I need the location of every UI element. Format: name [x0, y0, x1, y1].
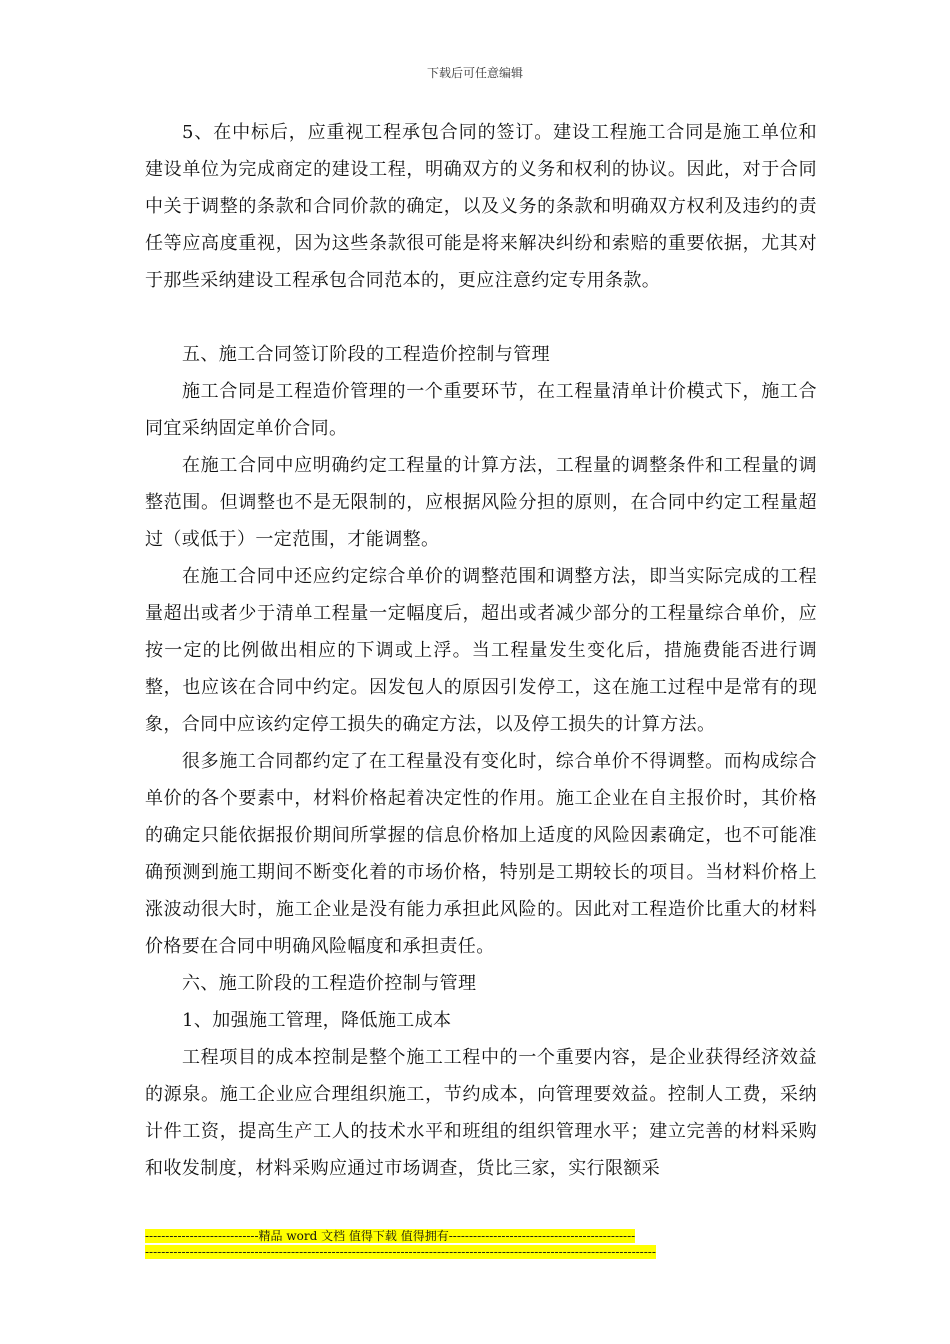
paragraph: 工程项目的成本控制是整个施工工程中的一个重要内容，是企业获得经济效益的源泉。施工企业应合理组织施工，节约成本，向管理要效益。控制人工费，采纳计件工资，提高生产工人的技术水平和班组的组织管理水平；建立完善的材料采购和收发制度，材料采购应通过市场调查，货比三家，实行限额采 [145, 1047, 817, 1179]
section-heading-6: 六、施工阶段的工程造价控制与管理 [182, 973, 477, 994]
paragraph: 施工合同是工程造价管理的一个重要环节，在工程量清单计价模式下，施工合同宜采纳固定单价合同。 [145, 381, 817, 439]
document-body [145, 114, 817, 1187]
page-header: 下载后可任意编辑 [426, 66, 523, 80]
section-heading-5: 五、施工合同签订阶段的工程造价控制与管理 [182, 344, 550, 365]
paragraph: 在施工合同中应明确约定工程量的计算方法，工程量的调整条件和工程量的调整范围。但调整也不是无限制的，应根据风险分担的原则，在合同中约定工程量超过（或低于）一定范围，才能调整。 [145, 455, 817, 550]
footer-banner-line: ----------------------------精品 word 文档 值得下载 值得拥有---------------------------------------------- [145, 1229, 636, 1243]
paragraph-contract-signing: 5、在中标后，应重视工程承包合同的签订。建设工程施工合同是施工单位和建设单位为完成商定的建设工程，明确双方的义务和权利的协议。因此，对于合同中关于调整的条款和合同价款的确定，以及义务的条款和明确双方权利及违约的责任等应高度重视，因为这些条款很可能是将来解决纠纷和索赔的重要依据，尤其对于那些采纳建设工程承包合同范本的，更应注意约定专用条款。 [145, 122, 817, 291]
paragraph: 在施工合同中还应约定综合单价的调整范围和调整方法，即当实际完成的工程量超出或者少于清单工程量一定幅度后，超出或者减少部分的工程量综合单价，应按一定的比例做出相应的下调或上浮。当工程量发生变化后，措施费能否进行调整，也应该在合同中约定。因发包人的原因引发停工，这在施工过程中是常有的现象，合同中应该约定停工损失的确定方法，以及停工损失的计算方法。 [145, 566, 817, 735]
page-footer [145, 1228, 745, 1260]
paragraph: 很多施工合同都约定了在工程量没有变化时，综合单价不得调整。而构成综合单价的各个要素中，材料价格起着决定性的作用。施工企业在自主报价时，其价格的确定只能依据报价期间所掌握的信息价格加上适度的风险因素确定，也不可能准确预测到施工期间不断变化着的市场价格，特别是工期较长的项目。当材料价格上涨波动很大时，施工企业是没有能力承担此风险的。因此对工程造价比重大的材料价格要在合同中明确风险幅度和承担责任。 [145, 751, 817, 957]
footer-dash-line: ------------------------------------------------------------------------------------------------------------------------------ [145, 1245, 656, 1259]
subsection-heading: 1、加强施工管理，降低施工成本 [182, 1010, 452, 1031]
